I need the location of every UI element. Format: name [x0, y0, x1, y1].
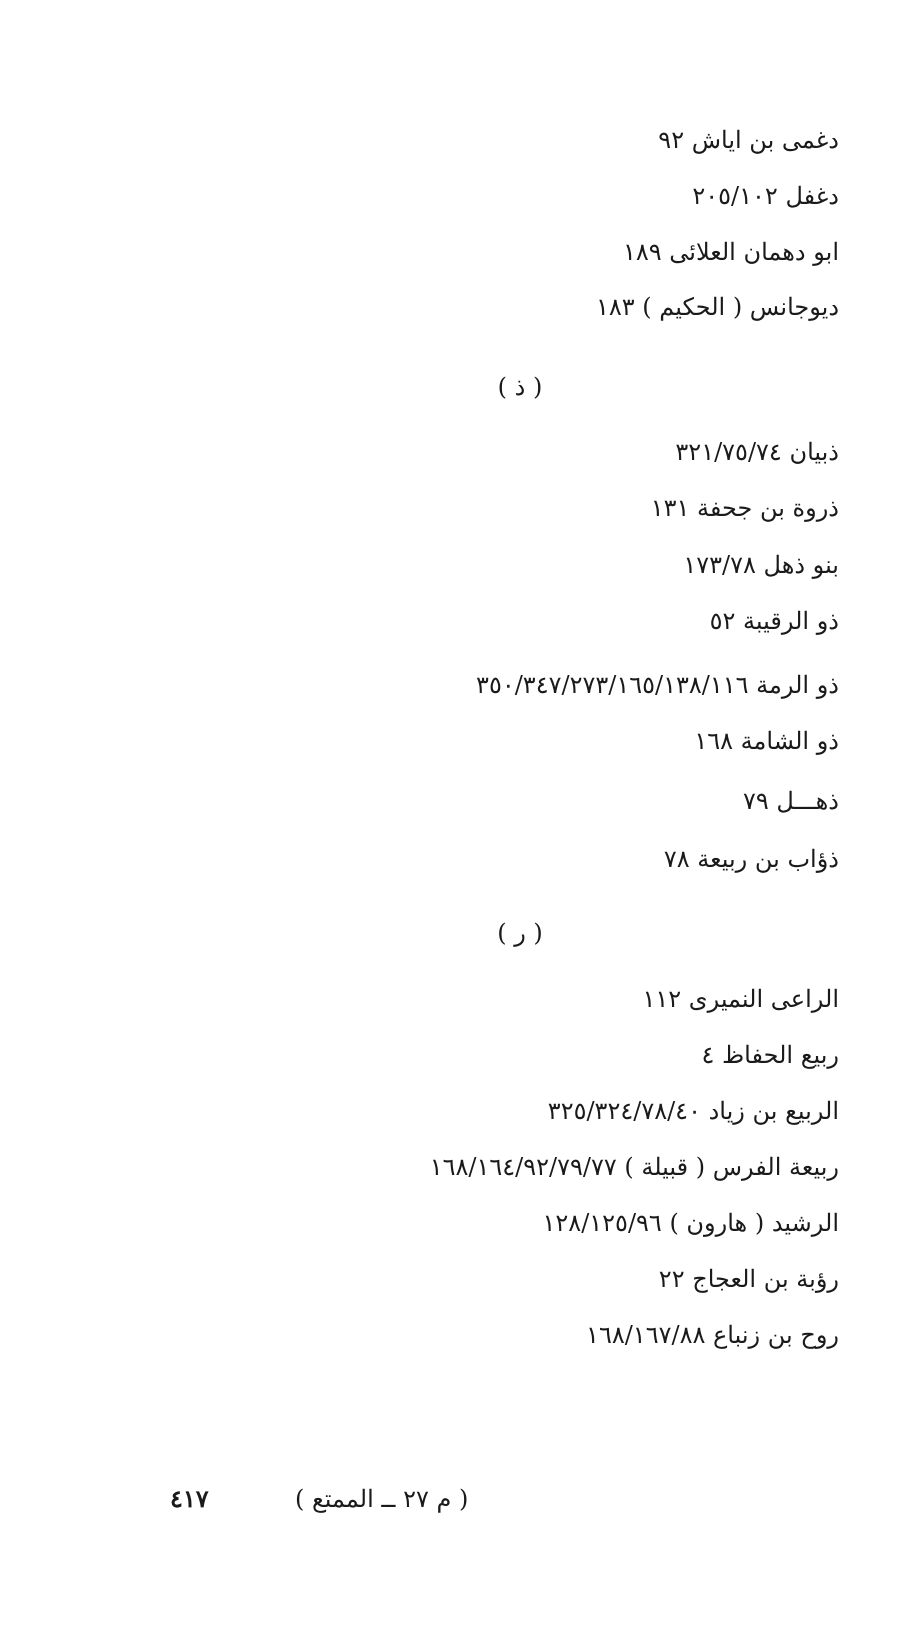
index-entry: ذو الرقيبة ٥٢ [709, 607, 839, 635]
section-header-dhal: ( ذ ) [497, 373, 543, 401]
index-entry: دغمى بن اياش ٩٢ [658, 126, 839, 154]
index-entry: ذبيان ٣٢١/٧٥/٧٤ [675, 438, 839, 466]
section-header-ra: ( ر ) [497, 919, 543, 947]
index-entry: الراعى النميرى ١١٢ [642, 985, 839, 1013]
index-entry: ذهـــل ٧٩ [742, 787, 839, 815]
index-entry: بنو ذهل ١٧٣/٧٨ [683, 551, 839, 579]
index-entry: الرشيد ( هارون ) ١٢٨/١٢٥/٩٦ [542, 1209, 839, 1237]
index-entry: دغفل ٢٠٥/١٠٢ [692, 182, 839, 210]
index-entry: ذو الشامة ١٦٨ [694, 727, 839, 755]
printer-signature: ( م ٢٧ ــ الممتع ) [295, 1485, 469, 1513]
index-entry: الربيع بن زياد ٣٢٥/٣٢٤/٧٨/٤٠ [547, 1097, 839, 1125]
index-entry: رؤبة بن العجاج ٢٢ [658, 1265, 839, 1293]
index-entry: ربيع الحفاظ ٤ [701, 1041, 839, 1069]
page-number: ٤١٧ [170, 1484, 209, 1513]
index-entry: ديوجانس ( الحكيم ) ١٨٣ [595, 293, 839, 321]
index-entry: ذو الرمة ٣٥٠/٣٤٧/٢٧٣/١٦٥/١٣٨/١١٦ [476, 671, 839, 699]
index-entry: ربيعة الفرس ( قبيلة ) ١٦٨/١٦٤/٩٢/٧٩/٧٧ [429, 1153, 839, 1181]
index-entry: ذروة بن جحفة ١٣١ [650, 494, 839, 522]
index-entry: ابو دهمان العلائى ١٨٩ [622, 238, 839, 266]
index-entry: ذؤاب بن ربيعة ٧٨ [663, 845, 839, 873]
index-entry: روح بن زنباع ١٦٨/١٦٧/٨٨ [586, 1321, 839, 1349]
